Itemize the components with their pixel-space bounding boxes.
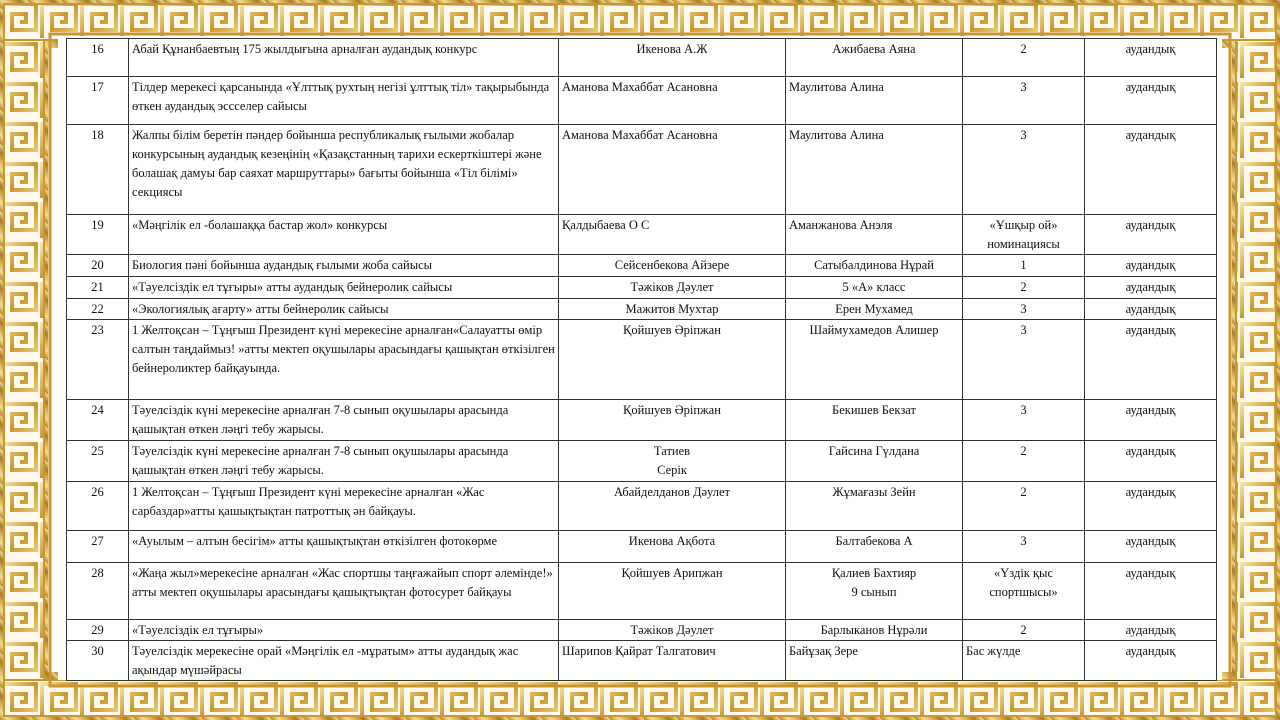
row-number: 21 [67, 277, 129, 299]
place-result: 2 [963, 39, 1085, 77]
row-number: 29 [67, 620, 129, 641]
level: аудандық [1085, 563, 1217, 620]
teacher-name: Татиев Серік [559, 441, 786, 482]
event-name: 1 Желтоқсан – Тұңғыш Президент күні мерекесіне арналған «Жас сарбаздар»атты қашықтықтан патроттық ән байқауы. [129, 482, 559, 531]
place-result: 1 [963, 255, 1085, 277]
teacher-name: Икенова А.Ж [559, 39, 786, 77]
table-row [67, 441, 1217, 482]
level: аудандық [1085, 531, 1217, 563]
level: аудандық [1085, 77, 1217, 125]
student-name: Барлыканов Нұрәли [786, 620, 963, 641]
event-name: Жалпы білім беретін пәндер бойынша республикалық ғылыми жобалар конкурсының аудандық кезеңінің «Қазақстанның тарихи ескерткіштері және болашақ дамуы бар саяхат маршруттары» бағыты бойынша «Тіл білімі» секциясы [129, 125, 559, 215]
event-name: Абай Құнанбаевтың 175 жылдығына арналған аудандық конкурс [129, 39, 559, 77]
level: аудандық [1085, 39, 1217, 77]
row-number: 20 [67, 255, 129, 277]
place-result: 2 [963, 277, 1085, 299]
row-number: 26 [67, 482, 129, 531]
level: аудандық [1085, 400, 1217, 441]
student-name: Балтабекова А [786, 531, 963, 563]
level: аудандық [1085, 255, 1217, 277]
student-name: Аманжанова Анэля [786, 215, 963, 255]
table-row [67, 39, 1217, 77]
table-row [67, 620, 1217, 641]
place-result: 3 [963, 77, 1085, 125]
teacher-name: Аманова Махаббат Асановна [559, 125, 786, 215]
table-row [67, 215, 1217, 255]
row-number: 25 [67, 441, 129, 482]
level: аудандық [1085, 277, 1217, 299]
teacher-name: Сейсенбекова Айзере [559, 255, 786, 277]
event-name: Тәуелсіздік мерекесіне орай «Мәңгілік ел -мұратым» атты аудандық жас ақындар мүшәйрасы [129, 641, 559, 681]
student-name: Бекишев Бекзат [786, 400, 963, 441]
teacher-name: Қойшуев Әріпжан [559, 320, 786, 400]
row-number: 23 [67, 320, 129, 400]
student-name: Ажибаева Аяна [786, 39, 963, 77]
table-row [67, 641, 1217, 681]
teacher-name: Тәжіков Дәулет [559, 620, 786, 641]
table-row [67, 400, 1217, 441]
teacher-name: Абайделданов Дәулет [559, 482, 786, 531]
event-name: Тәуелсіздік күні мерекесіне арналған 7-8 сынып оқушылары арасында қашықтан өткен ләңгі тебу жарысы. [129, 400, 559, 441]
row-number: 19 [67, 215, 129, 255]
table-row [67, 255, 1217, 277]
student-name: 5 «А» класс [786, 277, 963, 299]
row-number: 28 [67, 563, 129, 620]
event-name: Тәуелсіздік күні мерекесіне арналған 7-8 сынып оқушылары арасында қашықтан өткен ләңгі тебу жарысы. [129, 441, 559, 482]
teacher-name: Қойшуев Арипжан [559, 563, 786, 620]
student-name: Қалиев Бахтияр 9 сынып [786, 563, 963, 620]
level: аудандық [1085, 299, 1217, 320]
event-name: «Ауылым – алтын бесігім» атты қашықтықтан өткізілген фотокөрме [129, 531, 559, 563]
row-number: 16 [67, 39, 129, 77]
student-name: Ерен Мухамед [786, 299, 963, 320]
place-result: 3 [963, 400, 1085, 441]
teacher-name: Қалдыбаева О С [559, 215, 786, 255]
table-sheet [58, 36, 1222, 680]
place-result: «Үздік қыс спортшысы» [963, 563, 1085, 620]
place-result: Бас жүлде [963, 641, 1085, 681]
table-row [67, 77, 1217, 125]
table-row [67, 482, 1217, 531]
table-row [67, 125, 1217, 215]
place-result: 2 [963, 482, 1085, 531]
table-row [67, 531, 1217, 563]
row-number: 18 [67, 125, 129, 215]
student-name: Шаймухамедов Алишер [786, 320, 963, 400]
table-row [67, 563, 1217, 620]
level: аудандық [1085, 125, 1217, 215]
row-number: 30 [67, 641, 129, 681]
place-result: 3 [963, 299, 1085, 320]
level: аудандық [1085, 215, 1217, 255]
student-name: Маулитова Алина [786, 125, 963, 215]
student-name: Сатыбалдинова Нұрай [786, 255, 963, 277]
student-name: Жұмағазы Зейн [786, 482, 963, 531]
place-result: «Ұшқыр ой» номинациясы [963, 215, 1085, 255]
event-name: «Экологиялық ағарту» атты бейнеролик сайысы [129, 299, 559, 320]
table-row [67, 277, 1217, 299]
event-name: 1 Желтоқсан – Тұңғыш Президент күні мерекесіне арналған«Салауатты өмір салтын таңдаймыз! »атты мектеп оқушылары арасындағы қашықтан өткізілген бейнероликтер байқауында. [129, 320, 559, 400]
student-name: Байұзақ Зере [786, 641, 963, 681]
event-name: «Тәуелсіздік ел тұғыры» [129, 620, 559, 641]
place-result: 3 [963, 125, 1085, 215]
teacher-name: Шарипов Қайрат Талгатович [559, 641, 786, 681]
teacher-name: Қойшуев Әріпжан [559, 400, 786, 441]
place-result: 2 [963, 620, 1085, 641]
event-name: «Жаңа жыл»мерекесіне арналған «Жас спортшы таңғажайып спорт әлемінде!» атты мектеп оқушылары арасындағы қашықтықтан фотосурет байқауы [129, 563, 559, 620]
event-name: «Мәңгілік ел -болашаққа бастар жол» конкурсы [129, 215, 559, 255]
event-name: Биология пәні бойынша аудандық ғылыми жоба сайысы [129, 255, 559, 277]
place-result: 3 [963, 531, 1085, 563]
results-table [66, 38, 1217, 681]
level: аудандық [1085, 441, 1217, 482]
table-row [67, 299, 1217, 320]
student-name: Маулитова Алина [786, 77, 963, 125]
row-number: 24 [67, 400, 129, 441]
place-result: 3 [963, 320, 1085, 400]
teacher-name: Икенова Ақбота [559, 531, 786, 563]
table-row [67, 320, 1217, 400]
event-name: Тілдер мерекесі қарсанында «Ұлттық рухтың негізі ұлттық тіл» тақырыбында өткен аудандық эссселер сайысы [129, 77, 559, 125]
event-name: «Тәуелсіздік ел тұғыры» атты аудандық бейнеролик сайысы [129, 277, 559, 299]
level: аудандық [1085, 482, 1217, 531]
row-number: 17 [67, 77, 129, 125]
level: аудандық [1085, 620, 1217, 641]
teacher-name: Аманова Махаббат Асановна [559, 77, 786, 125]
row-number: 22 [67, 299, 129, 320]
teacher-name: Тәжіков Дәулет [559, 277, 786, 299]
student-name: Гайсина Гүлдана [786, 441, 963, 482]
row-number: 27 [67, 531, 129, 563]
teacher-name: Мажитов Мухтар [559, 299, 786, 320]
place-result: 2 [963, 441, 1085, 482]
level: аудандық [1085, 320, 1217, 400]
level: аудандық [1085, 641, 1217, 681]
